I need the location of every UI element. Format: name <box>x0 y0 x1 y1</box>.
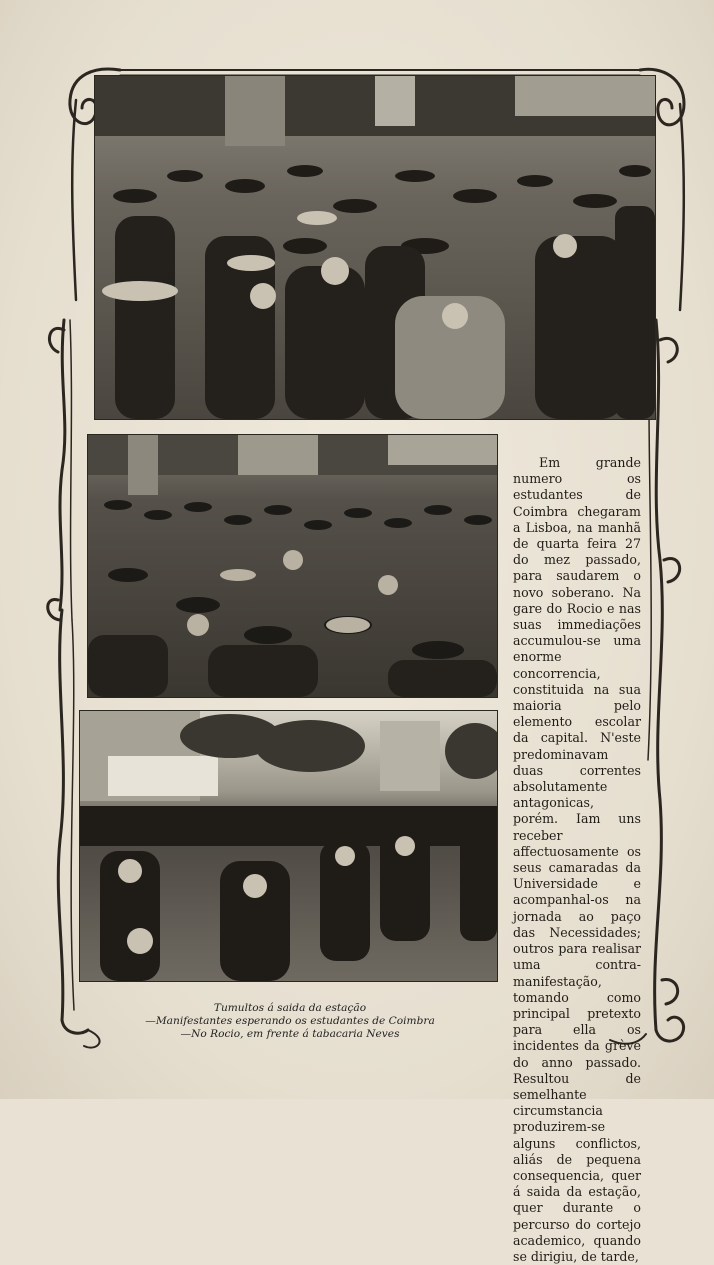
photo-rocio-street <box>79 710 498 982</box>
caption-line-2: —Manifestantes esperando os estudantes de Coimbra <box>145 1014 435 1027</box>
photo-crowd-station-exit <box>94 75 656 420</box>
article-paragraph: Em grande numero os estudantes de Coimbra chegaram a Lisboa, na manhã de quarta feira 27 do mez passado, para saudarem o novo soberano. Na gare do Rocio e nas suas immediações accumulou-se uma enorme concorrencia, constituida na sua maioria pelo elemento escolar da capital. N'este predominavam duas correntes absolutamente antagonicas, porém. Iam uns receber affectuosamente os seus camaradas da Universidade e acompanhal-os na jornada ao paço das Necessidades; outros para realisar uma contra-manifestação, tomando como principal pretexto para ella os incidentes da grève do anno passado. Resultou de semelhante circumstancia produzirem-se alguns conflictos, aliás de pequena consequencia, quer á saida da estação, quer durante o percurso do cortejo academico, quando se dirigiu, de tarde, <box>513 455 641 1264</box>
caption-line-3: —No Rocio, em frente á tabacaria Neves <box>180 1027 400 1040</box>
article-column <box>513 455 641 1265</box>
caption-line-1: Tumultos á saida da estação <box>213 1002 367 1014</box>
photo-crowd-waiting <box>87 434 498 698</box>
photo-caption <box>80 1002 500 1040</box>
